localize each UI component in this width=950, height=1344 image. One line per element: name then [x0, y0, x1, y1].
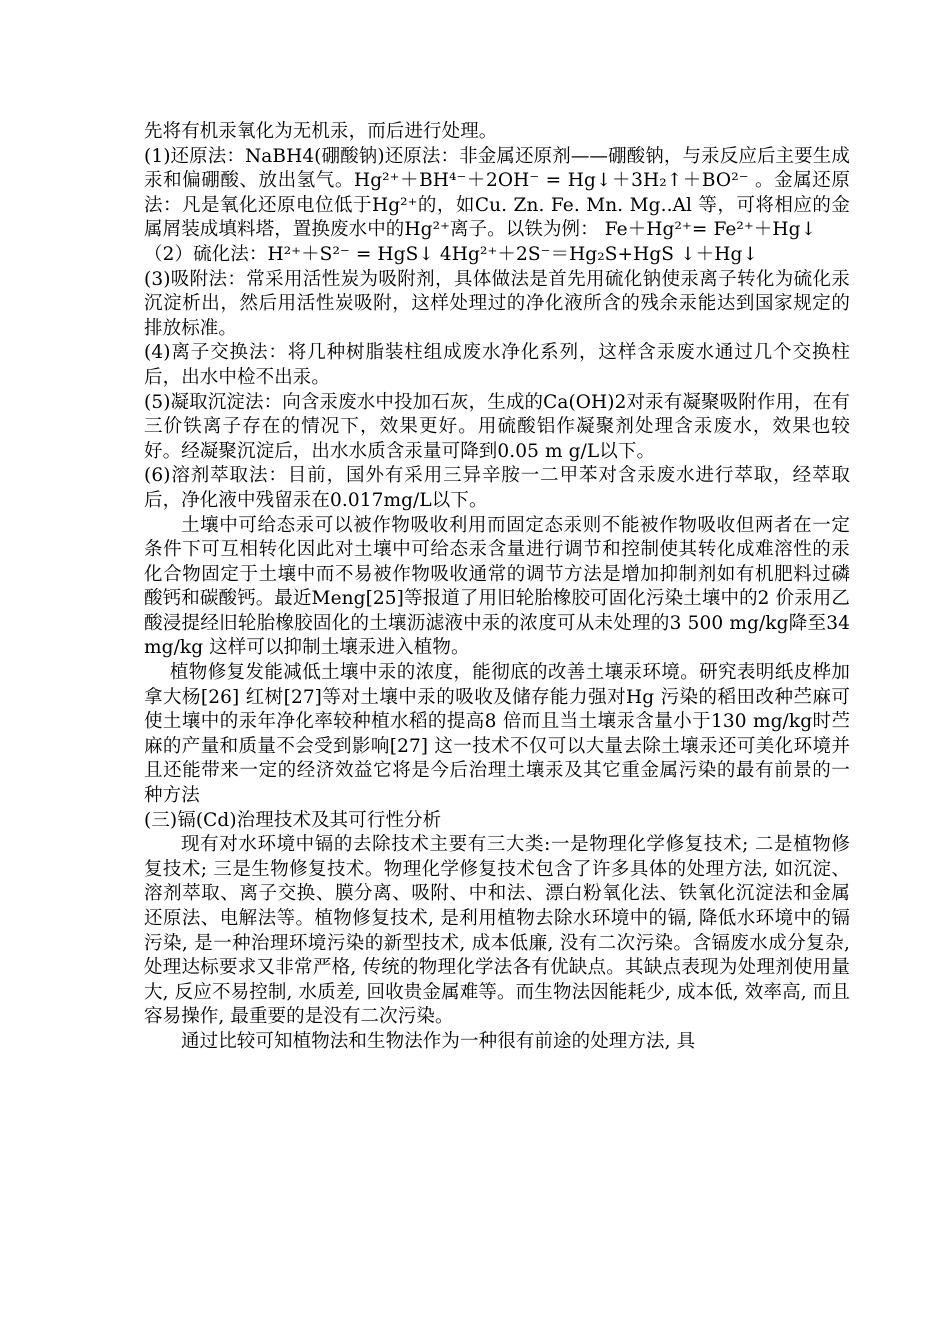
- paragraph: （2）硫化法：H²⁺＋S²⁻ = HgS↓ 4Hg²⁺＋2S⁻＝Hg₂S+HgS ↓＋Hg↓: [144, 243, 759, 265]
- paragraph: (1)还原法：NaBH4(硼酸钠)还原法：非金属还原剂——硼酸钠，与汞反应后主要生成汞和偏硼酸、放出氢气。Hg²⁺＋BH⁴⁻＋2OH⁻ = Hg↓＋3H₂↑＋BO²⁻ 。金属还原法：凡是氧化还原电位低于Hg²⁺的，如Cu. Zn. Fe. Mn. Mg..Al 等，可将相应的金属屑装成填料塔，置换废水中的Hg²⁺离子。以铁为例： Fe＋Hg²⁺= Fe²⁺＋Hg↓: [144, 145, 850, 241]
- paragraph: (5)凝取沉淀法：向含汞废水中投加石灰，生成的Ca(OH)2对汞有凝聚吸附作用，在有三价铁离子存在的情况下，效果更好。用硫酸铝作凝聚剂处理含汞废水，效果也较好。经凝聚沉淀后，出水水质含汞量可降到0.05 m g/L以下。: [144, 391, 850, 462]
- body-text: [144, 120, 850, 1055]
- paragraph: 土壤中可给态汞可以被作物吸收利用而固定态汞则不能被作物吸收但两者在一定条件下可互相转化因此对土壤中可给态汞含量进行调节和控制使其转化成难溶性的汞化合物固定于土壤中而不易被作物吸收通常的调节方法是增加抑制剂如有机肥料过磷酸钙和碳酸钙。最近Meng[25]等报道了用旧轮胎橡胶可固化污染土壤中的2 价汞用乙酸浸提经旧轮胎橡胶固化的土壤沥滤液中汞的浓度可从未处理的3 500 mg/kg降至34 mg/kg 这样可以抑制土壤汞进入植物。: [144, 514, 850, 659]
- paragraph: 植物修复发能减低土壤中汞的浓度，能彻底的改善土壤汞环境。研究表明纸皮桦加拿大杨[26] 红树[27]等对土壤中汞的吸收及储存能力强对Hg 污染的稻田改种苎麻可使土壤中的汞年净化率较种植水稻的提高8 倍而且当土壤汞含量小于130 mg/kg时苎麻的产量和质量不会受到影响[27] 这一技术不仅可以大量去除土壤汞还可美化环境并且还能带来一定的经济效益它将是今后治理土壤汞及其它重金属污染的最有前景的一种方法: [144, 662, 850, 807]
- paragraph: 现有对水环境中镉的去除技术主要有三大类:一是物理化学修复技术; 二是植物修复技术; 三是生物修复技术。物理化学修复技术包含了许多具体的处理方法, 如沉淀、溶剂萃取、离子交换、膜分离、吸附、中和法、漂白粉氧化法、铁氧化沉淀法和金属还原法、电解法等。植物修复技术, 是利用植物去除水环境中的镉, 降低水环境中的镉污染, 是一种治理环境污染的新型技术, 成本低廉, 没有二次污染。含镉废水成分复杂, 处理达标要求又非常严格, 传统的物理化学法各有优缺点。其缺点表现为处理剂使用量大, 反应不易控制, 水质差, 回收贵金属难等。而生物法因能耗少, 成本低, 效率高, 而且容易操作, 最重要的是没有二次污染。: [144, 834, 850, 1028]
- paragraph: (3)吸附法：常采用活性炭为吸附剂，具体做法是首先用硫化钠使汞离子转化为硫化汞沉淀析出，然后用活性炭吸附，这样处理过的净化液所含的残余汞能达到国家规定的排放标准。: [144, 268, 850, 339]
- paragraph: (6)溶剂萃取法：目前，国外有采用三异辛胺一二甲苯对含汞废水进行萃取，经萃取后，净化液中残留汞在0.017mg/L以下。: [144, 465, 850, 511]
- paragraph: 通过比较可知植物法和生物法作为一种很有前途的处理方法, 具: [181, 1030, 696, 1052]
- paragraph: (4)离子交换法：将几种树脂装柱组成废水净化系列，这样含汞废水通过几个交换柱后，出水中检不出汞。: [144, 342, 850, 388]
- section-heading: (三)镉(Cd)治理技术及其可行性分析: [144, 809, 442, 831]
- paragraph: 先将有机汞氧化为无机汞，而后进行处理。: [144, 121, 498, 142]
